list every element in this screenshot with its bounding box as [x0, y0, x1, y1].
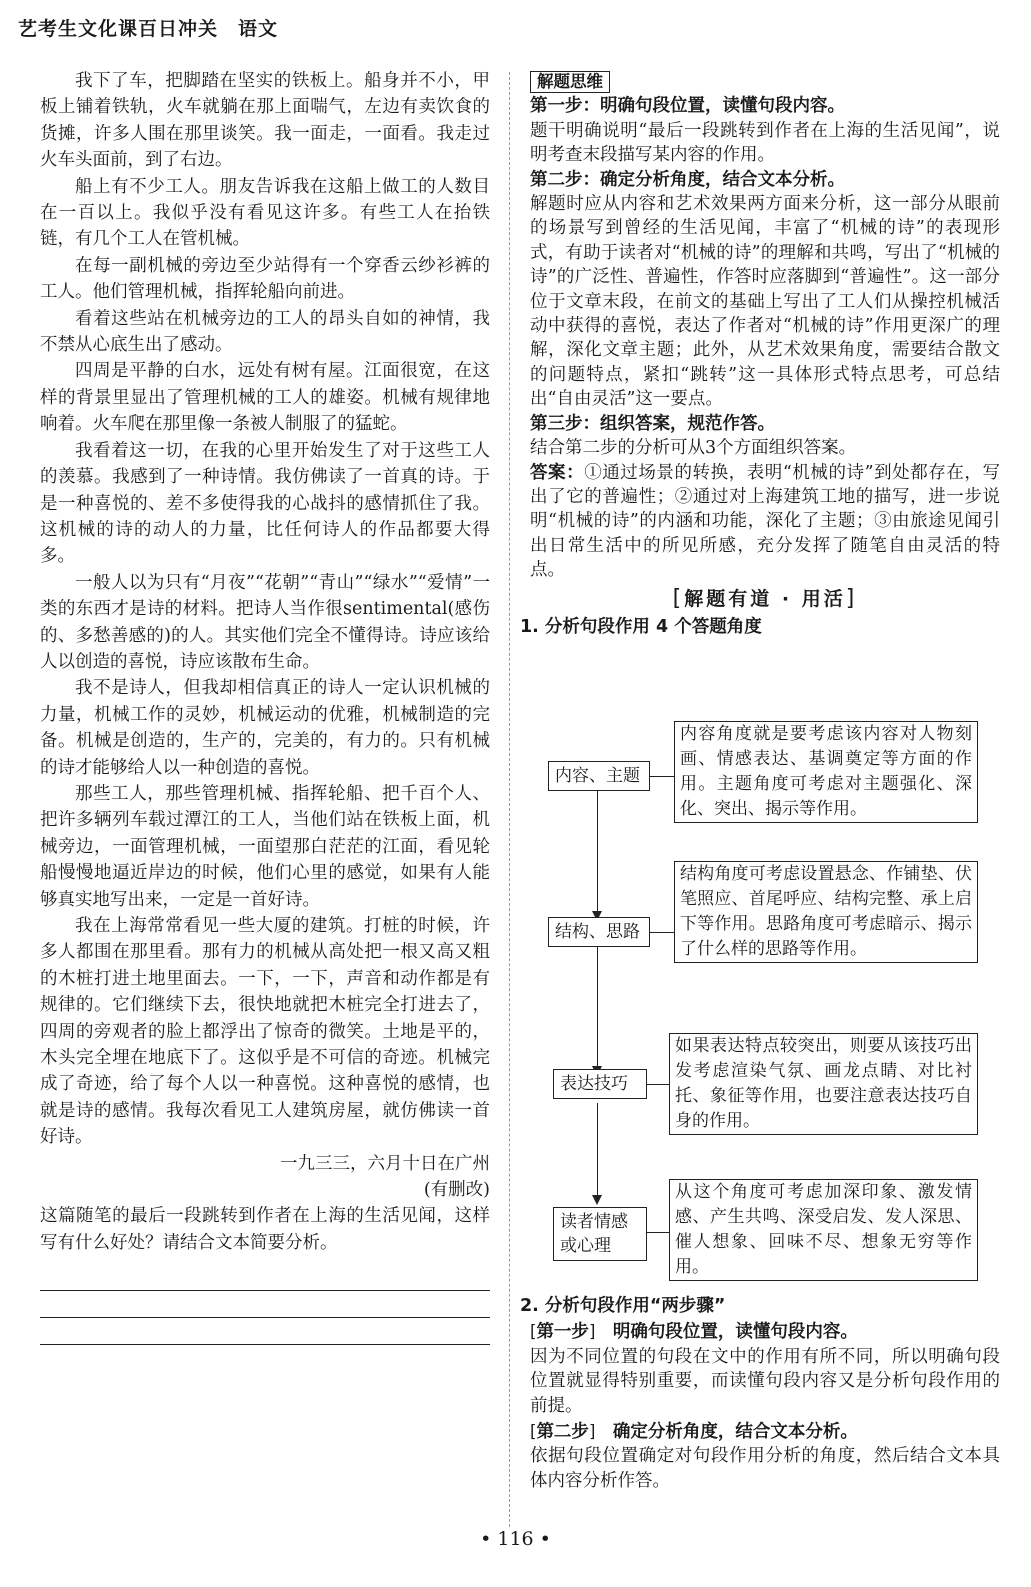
step3-text: 结合第二步的分析可从3个方面组织答案。: [530, 438, 857, 459]
article-paragraph: 我看着这一切，在我的心里开始发生了对于这些工人的羡慕。我感到了一种诗情。我仿佛读了一首真的诗。于是一种喜悦的、差不多使得我的心战抖的感情抓住了我。这机械的诗的动人的力量，比任何诗人的作品都要大得多。: [40, 440, 490, 567]
question-text: 这篇随笔的最后一段跳转到作者在上海的生活见闻，这样写有什么好处？请结合文本简要分析。: [40, 1206, 490, 1253]
analysis-label-box: 解题思维: [530, 71, 610, 93]
book-header: 艺考生文化课百日冲关 语文: [18, 18, 279, 40]
column-divider: [509, 72, 510, 1527]
article-date-place: 一九三三，六月十日在广州: [280, 1153, 490, 1174]
article-paragraph: 在每一副机械的旁边至少站得有一个穿香云纱衫裤的工人。他们管理机械，指挥轮船向前进。: [40, 255, 490, 303]
diagram-connector: [597, 1103, 598, 1203]
step2-title: 第二步：确定分析角度，结合文本分析。: [530, 169, 845, 190]
analysis-column: [520, 70, 1000, 639]
sub2-text: 依据句段位置确定对句段作用分析的角度，然后结合文本具体内容分析作答。: [530, 1446, 1000, 1491]
step3-title: 第三步：组织答案，规范作答。: [530, 413, 775, 434]
step1-title: 第一步：明确句段位置，读懂句段内容。: [530, 96, 845, 117]
answer-line[interactable]: [40, 1264, 490, 1291]
step2-text: 解题时应从内容和艺术效果两方面来分析，这一部分从眼前的场景写到曾经的生活见闻，丰富了“机械的诗”的表现形式，有助于读者对“机械的诗”的理解和共鸣，写出了“机械的诗”的广泛性、普遍性，作答时应落脚到“普遍性”。这一部分位于文章末段，在前文的基础上写出了工人们从操控机械活动中获得的喜悦，表达了作者对“机械的诗”作用更深广的理解，深化文章主题；此外，从艺术效果角度，需要结合散文的问题特点，紧扣“跳转”这一具体形式特点思考，可总结出“自由灵活”这一要点。: [530, 194, 1000, 410]
diagram-connector: [597, 788, 598, 918]
article-paragraph: 四周是平静的白水，远处有树有屋。江面很宽，在这样的背景里显出了管理机械的工人的雄姿。机械有规律地响着。火车爬在那里像一条被人制服了的猛蛇。: [40, 361, 490, 435]
diagram-label-technique: 表达技巧: [553, 1069, 647, 1099]
sub1-title: 明确句段位置，读懂句段内容。: [612, 1322, 858, 1343]
diagram-label-structure: 结构、思路: [548, 917, 650, 947]
article-paragraph: 一般人以为只有“月夜”“花朝”“青山”“绿水”“爱情”一类的东西才是诗的材料。把诗人当作很sentimental(感伤的、多愁善感的)的人。其实他们完全不懂得诗。诗应该给人以创造的喜悦，诗应该散布生命。: [40, 572, 490, 672]
article-note: (有删改): [423, 1180, 490, 1201]
diagram-label-reader: 读者情感或心理: [553, 1207, 647, 1261]
two-steps-section: 2. 分析句段作用“两步骤” [第一步] 明确句段位置，读懂句段内容。 因为不同位置的句段在文中的作用有所不同，所以明确句段位置就显得特别重要，而读懂句段内容又是分析句段作用的前提。 [第二步] 确定分析角度，结合文本分析。 依据句段位置确定对句段作用分析的角度，然后结合文本具体内容分析作答。: [530, 1294, 1000, 1493]
method-item1-title: 1. 分析句段作用 4 个答题角度: [520, 616, 762, 637]
sub1-text: 因为不同位置的句段在文中的作用有所不同，所以明确句段位置就显得特别重要，而读懂句段内容又是分析句段作用的前提。: [530, 1346, 1000, 1416]
page-number: • 116 •: [480, 1528, 551, 1550]
article-paragraph: 我下了车，把脚踏在坚实的铁板上。船身并不小，甲板上铺着铁轨，火车就躺在那上面喘气，左边有卖饮食的货摊，许多人围在那里谈笑。我一面走，一面看。我走过火车头面前，到了右边。: [40, 71, 490, 171]
article-paragraph: 我不是诗人，但我却相信真正的诗人一定认识机械的力量，机械工作的灵妙，机械运动的优雅，机械制造的完备。机械是创造的，生产的，完美的，有力的。只有机械的诗才能够给人以一种创造的喜悦。: [40, 678, 490, 778]
article-paragraph: 我在上海常常看见一些大厦的建筑。打桩的时候，许多人都围在那里看。那有力的机械从高处把一根又高又粗的木桩打进土地里面去。一下，一下，声音和动作都是有规律的。它们继续下去，很快地就把木桩完全打进去了，四周的旁观者的脸上都浮出了惊奇的微笑。土地是平的，木头完全埋在地底下了。这似乎是不可信的奇迹。机械完成了奇迹，给了每个人以一种喜悦。这种喜悦的感情，也就是诗的感情。我每次看见工人建筑房屋，就仿佛读一首好诗。: [40, 916, 490, 1148]
answer-line[interactable]: [40, 1318, 490, 1345]
sub2-title: 确定分析角度，结合文本分析。: [612, 1422, 858, 1443]
arrow-down-icon: [592, 1195, 602, 1205]
sub2-label: 第二步: [536, 1422, 589, 1443]
diagram-desc-structure: 结构角度可考虑设置悬念、作铺垫、伏笔照应、首尾呼应、结构完整、承上启下等作用。思路角度可考虑暗示、揭示了什么样的思路等作用。: [674, 861, 978, 963]
sub1-label: 第一步: [536, 1322, 589, 1343]
article-column: [40, 68, 490, 1345]
diagram-desc-reader: 从这个角度可考虑加深印象、激发情感、产生共鸣、深受启发、发人深思、催人想象、回味不尽、想象无穷等作用。: [669, 1179, 978, 1281]
diagram-desc-content-theme: 内容角度就是要考虑该内容对人物刻画、情感表达、基调奠定等方面的作用。主题角度可考虑对主题强化、深化、突出、揭示等作用。: [674, 721, 978, 823]
article-paragraph: 那些工人，那些管理机械、指挥轮船、把千百个人、把许多辆列车载过潭江的工人，当他们站在铁板上面，机械旁边，一面管理机械，一面望那白茫茫的江面，看见轮船慢慢地逼近岸边的时候，他们心里的感觉，如果有人能够真实地写出来，一定是一首好诗。: [40, 783, 490, 910]
diagram-connector: [597, 946, 598, 1076]
answer-angle-diagram: [548, 721, 980, 1289]
article-paragraph: 船上有不少工人。朋友告诉我在这船上做工的人数目在一百以上。我似乎没有看见这许多。有些工人在抬铁链，有几个工人在管机械。: [40, 176, 490, 250]
method-banner: [解题有道 · 用活]: [672, 585, 858, 611]
diagram-label-content-theme: 内容、主题: [548, 761, 650, 791]
answer-line[interactable]: [40, 1291, 490, 1318]
step1-text: 题干明确说明“最后一段跳转到作者在上海的生活见闻”，说明考查末段描写某内容的作用。: [530, 120, 1000, 166]
article-paragraph: 看着这些站在机械旁边的工人的昂头自如的神情，我不禁从心底生出了感动。: [40, 308, 490, 356]
method-item2-title: 2. 分析句段作用“两步骤”: [520, 1296, 726, 1316]
diagram-desc-technique: 如果表达特点较突出，则要从该技巧出发考虑渲染气氛、画龙点睛、对比衬托、象征等作用，也要注意表达技巧自身的作用。: [669, 1033, 978, 1135]
answer-text: ①通过场景的转换，表明“机械的诗”到处都存在，写出了它的普遍性；②通过对上海建筑工地的描写，进一步说明“机械的诗”的内涵和功能，深化了主题；③由旅途见闻引出日常生活中的所见所感，充分发挥了随笔自由灵活的特点。: [530, 462, 1000, 581]
answer-label: 答案：: [530, 462, 585, 483]
